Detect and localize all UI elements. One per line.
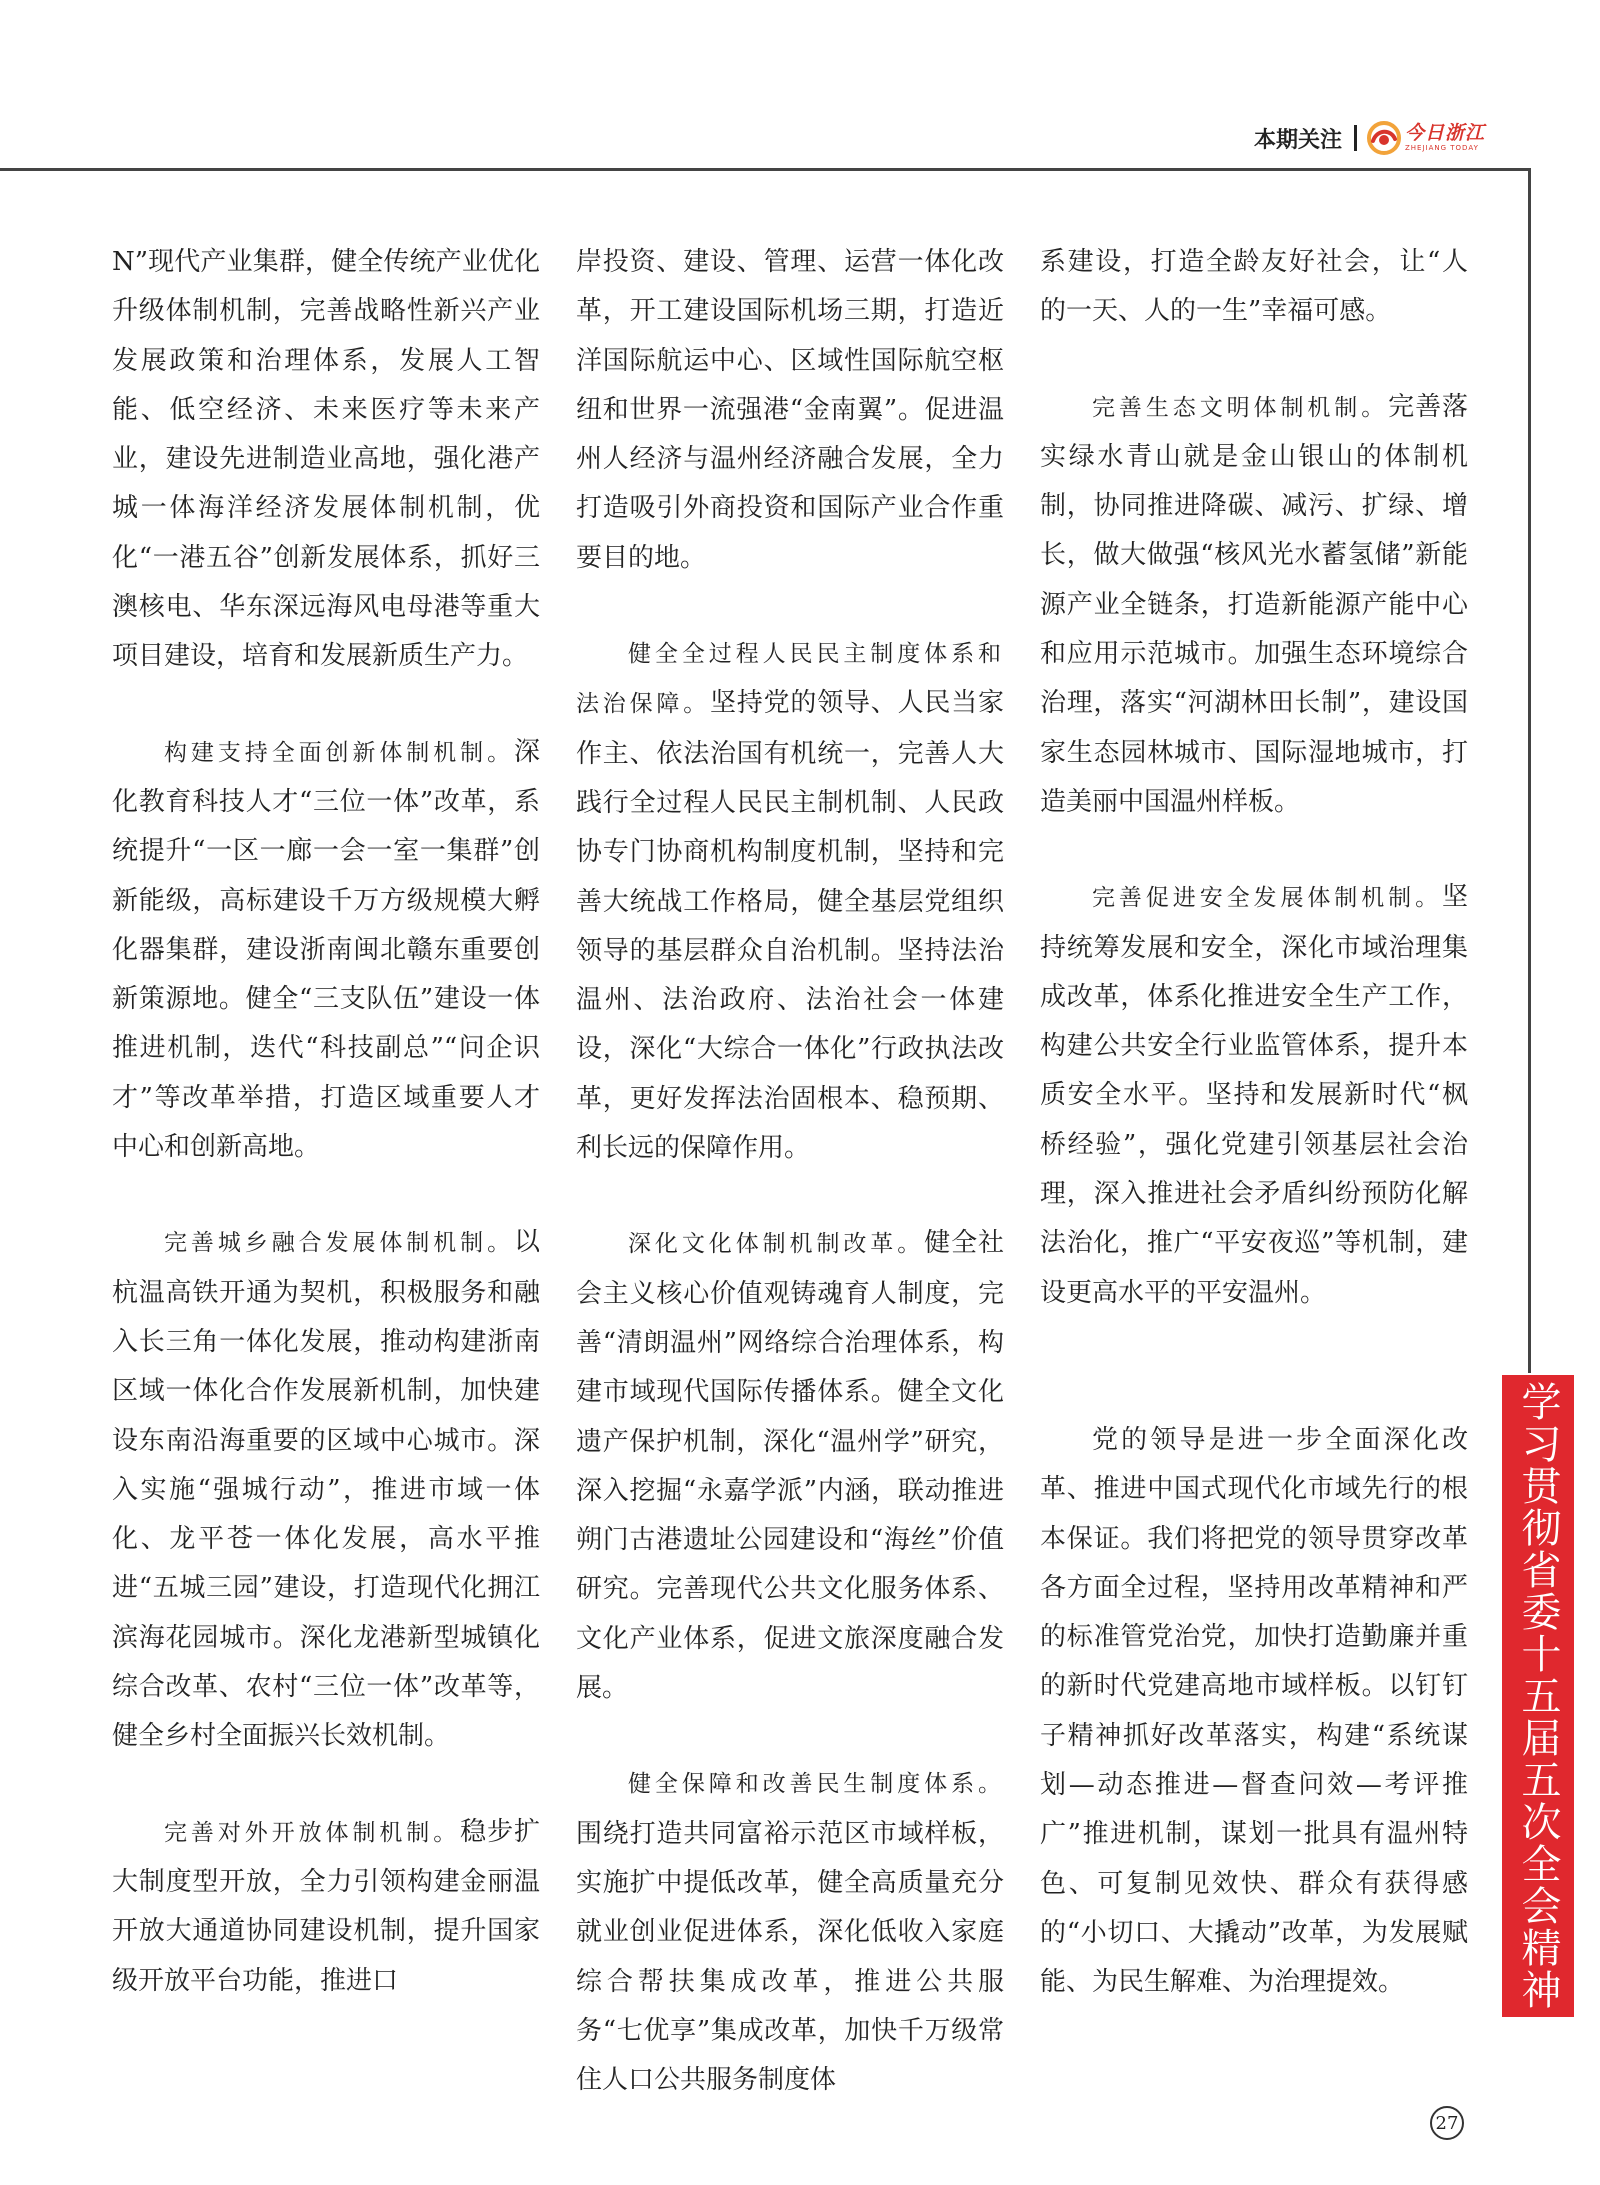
paragraph bbox=[1040, 383, 1468, 828]
paragraph-subhead: 完善城乡融合发展体制机制。 bbox=[164, 1230, 514, 1257]
magazine-logo bbox=[1367, 121, 1485, 155]
paragraph-text: 系建设，打造全龄友好社会，让“人的一天、人的一生”幸福可感。 bbox=[1040, 247, 1468, 327]
paragraph-text: 岸投资、建设、管理、运营一体化改革，开工建设国际机场三期，打造近洋国际航运中心、区域性国际航空枢纽和世界一流强港“金南翼”。促进温州人经济与温州经济融合发展，全力打造吸引外商投资和国际产业合作重要目的地。 bbox=[576, 247, 1004, 573]
paragraph bbox=[112, 1218, 540, 1761]
paragraph bbox=[112, 238, 540, 682]
paragraph bbox=[576, 629, 1004, 1173]
paragraph-text: 党的领导是进一步全面深化改革、推进中国式现代化市域先行的根本保证。我们将把党的领导贯穿改革各方面全过程，坚持用改革精神和严的标准管党治党，加快打造勤廉并重的新时代党建高地市域样板。以钉钉子精神抓好改革落实，构建“系统谋划—动态推进—督查问效—考评推广”推进机制，谋划一批具有温州特色、可复制见效快、群众有获得感的“小切口、大撬动”改革，为发展赋能、为民生解难、为治理提效。 bbox=[1040, 1424, 1468, 1998]
side-tab-label: 学习贯彻省委十五届五次全会精神 bbox=[1515, 1381, 1561, 2011]
paragraph-text: 深化教育科技人才“三位一体”改革，系统提升“一区一廊一会一室一集群”创新能级，高标建设千万方级规模大孵化器集群，建设浙南闽北赣东重要创新策源地。健全“三支队伍”建设一体推进机制，迭代“科技副总”“问企识才”等改革举措，打造区域重要人才中心和创新高地。 bbox=[112, 736, 540, 1163]
paragraph-subhead: 健全保障和改善民生制度体系。 bbox=[628, 1771, 1004, 1798]
paragraph-subhead: 完善生态文明体制机制。 bbox=[1092, 394, 1389, 421]
paragraph-text: 完善落实绿水青山就是金山银山的体制机制，协同推进降碳、减污、扩绿、增长，做大做强“核风光水蓄氢储”新能源产业全链条，打造新能源产能中心和应用示范城市。加强生态环境综合治理，落实“河湖林田长制”，建设国家生态园林城市、国际湿地城市，打造美丽中国温州样板。 bbox=[1040, 391, 1468, 817]
paragraph bbox=[112, 728, 540, 1173]
paragraph bbox=[1040, 1416, 1468, 2008]
text-column-1 bbox=[112, 238, 540, 2006]
paragraph-text: 坚持统筹发展和安全，深化市域治理集成改革，体系化推进安全生产工作，构建公共安全行业监管体系，提升本质安全水平。坚持和发展新时代“枫桥经验”，强化党建引领基层社会治理，深入推进社会矛盾纠纷预防化解法治化，推广“平安夜巡”等机制，建设更高水平的平安温州。 bbox=[1040, 882, 1468, 1308]
paragraph bbox=[1040, 873, 1468, 1318]
right-frame-rule bbox=[1528, 168, 1531, 1373]
paragraph-subhead: 深化文化体制机制改革。 bbox=[628, 1231, 925, 1258]
paragraph-text: 健全社会主义核心价值观铸魂育人制度，完善“清朗温州”网络综合治理体系，构建市域现代国际传播体系。健全文化遗产保护机制，深化“温州学”研究，深入挖掘“永嘉学派”内涵，联动推进朔门古港遗址公园建设和“海丝”价值研究。完善现代公共文化服务体系、文化产业体系，促进文旅深度融合发展。 bbox=[576, 1228, 1004, 1704]
paragraph bbox=[576, 1219, 1004, 1713]
paragraph bbox=[1040, 238, 1468, 337]
logo-chinese-name: 今日浙江 bbox=[1404, 122, 1485, 144]
paragraph-subhead: 健全全过程人民民主制度体系和法治保障。 bbox=[576, 641, 1004, 718]
page-header bbox=[1254, 118, 1485, 158]
paragraph-subhead: 完善促进安全发展体制机制。 bbox=[1092, 885, 1442, 912]
paragraph-text: 以杭温高铁开通为契机，积极服务和融入长三角一体化发展，推动构建浙南区域一体化合作发展新机制，加快建设东南沿海重要的区域中心城市。深入实施“强城行动”，推进市域一体化、龙平苍一体化发展，高水平推进“五城三园”建设，打造现代化拥江滨海花园城市。深化龙港新型城镇化综合改革、农村“三位一体”改革等，健全乡村全面振兴长效机制。 bbox=[112, 1227, 540, 1752]
top-frame-rule bbox=[0, 168, 1530, 171]
side-section-tab bbox=[1502, 1375, 1574, 2017]
paragraph bbox=[576, 238, 1004, 583]
paragraph-text: N”现代产业集群，健全传统产业优化升级体制机制，完善战略性新兴产业发展政策和治理体系，发展人工智能、低空经济、未来医疗等未来产业，建设先进制造业高地，强化港产城一体海洋经济发展体制机制，优化“一港五谷”创新发展体系，抓好三澳核电、华东深远海风电母港等重大项目建设，培育和发展新质生产力。 bbox=[112, 247, 540, 672]
paragraph bbox=[576, 1759, 1004, 2105]
logo-english-name: ZHEJIANG TODAY bbox=[1404, 144, 1479, 152]
paragraph bbox=[112, 1808, 540, 2006]
header-divider bbox=[1354, 125, 1357, 151]
logo-swirl-icon bbox=[1367, 121, 1401, 155]
page-number: 27 bbox=[1430, 2106, 1464, 2140]
section-title: 本期关注 bbox=[1253, 127, 1342, 153]
paragraph-text: 围绕打造共同富裕示范区市域样板，实施扩中提低改革，健全高质量充分就业创业促进体系，深化低收入家庭综合帮扶集成改革，推进公共服务“七优享”集成改革，加快千万级常住人口公共服务制度体 bbox=[576, 1818, 1004, 2096]
paragraph-text: 坚持党的领导、人民当家作主、依法治国有机统一，完善人大践行全过程人民民主制机制、人民政协专门协商机构制度机制，坚持和完善大统战工作格局，健全基层党组织领导的基层群众自治机制。坚持法治温州、法治政府、法治社会一体建设，深化“大综合一体化”行政执法改革，更好发挥法治固根本、稳预期、利长远的保障作用。 bbox=[576, 688, 1004, 1164]
paragraph-subhead: 完善对外开放体制机制。 bbox=[164, 1819, 461, 1846]
text-column-3 bbox=[1040, 238, 1468, 2008]
paragraph-subhead: 构建支持全面创新体制机制。 bbox=[164, 739, 514, 766]
paragraph-text: 稳步扩大制度型开放，全力引领构建金丽温开放大通道协同建设机制，提升国家级开放平台功能，推进口 bbox=[112, 1816, 540, 1996]
text-column-2 bbox=[576, 238, 1004, 2105]
